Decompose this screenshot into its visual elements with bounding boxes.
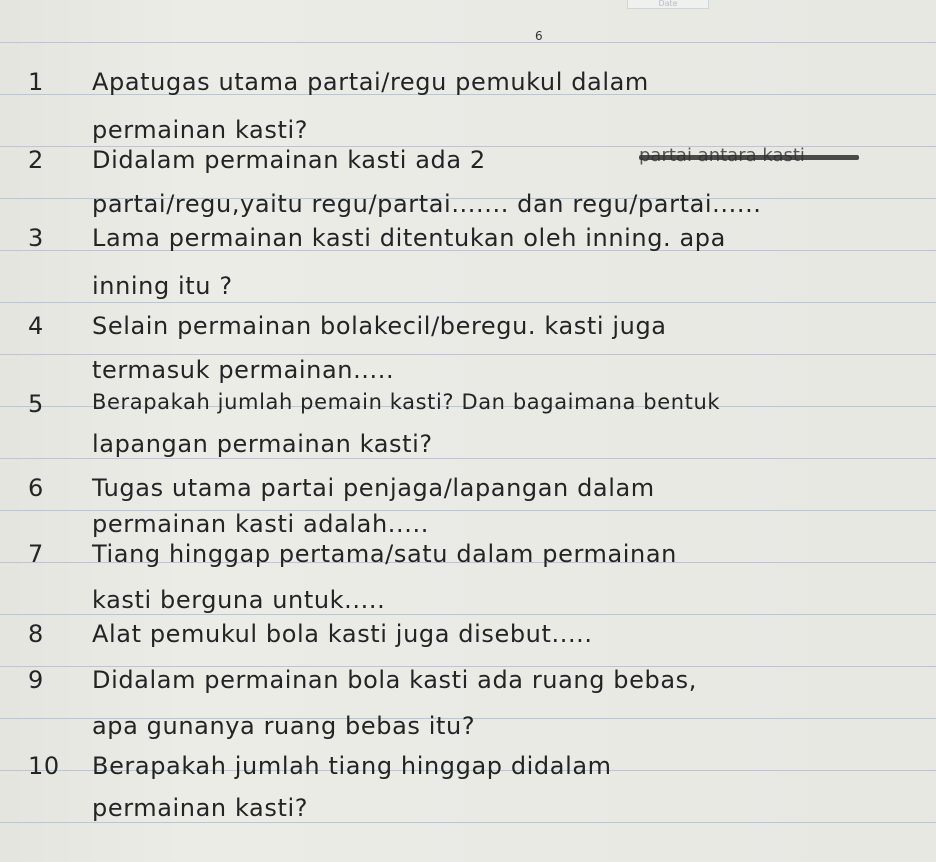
question-text: Lama permainan kasti ditentukan oleh inning. apa [92, 224, 726, 252]
question-text: Berapakah jumlah pemain kasti? Dan bagaimana bentuk [92, 390, 721, 414]
question-number: 4 [28, 312, 44, 340]
question-text: Apatugas utama partai/regu pemukul dalam [92, 68, 649, 96]
question-text: Didalam permainan kasti ada 2 [92, 146, 486, 174]
date-header-box: Date [627, 0, 709, 9]
ruled-line [0, 822, 936, 823]
question-number: 10 [28, 752, 60, 780]
question-number: 3 [28, 224, 44, 252]
question-text: Alat pemukul bola kasti juga disebut..... [92, 620, 593, 648]
question-text: Didalam permainan bola kasti ada ruang bebas, [92, 666, 697, 694]
question-text: partai/regu,yaitu regu/partai....... dan regu/partai...... [92, 190, 762, 218]
question-text: Berapakah jumlah tiang hinggap didalam [92, 752, 612, 780]
question-text: kasti berguna untuk..... [92, 586, 386, 614]
page-number: 6 [535, 29, 543, 43]
question-number: 2 [28, 146, 44, 174]
ruled-line [0, 458, 936, 459]
ruled-line [0, 302, 936, 303]
question-number: 5 [28, 390, 44, 418]
question-number: 1 [28, 68, 44, 96]
question-text: Tugas utama partai penjaga/lapangan dalam [92, 474, 655, 502]
question-text: permainan kasti adalah..... [92, 510, 429, 538]
question-text: inning itu ? [92, 272, 233, 300]
strike-through [639, 155, 859, 160]
question-text: Selain permainan bolakecil/beregu. kasti juga [92, 312, 667, 340]
crossed-out-text [639, 145, 859, 167]
ruled-line [0, 42, 936, 43]
question-number: 8 [28, 620, 44, 648]
question-text: Tiang hinggap pertama/satu dalam permainan [92, 540, 677, 568]
ruled-line [0, 614, 936, 615]
question-text: termasuk permainan..... [92, 356, 395, 384]
question-text: apa gunanya ruang bebas itu? [92, 712, 476, 740]
ruled-line [0, 354, 936, 355]
question-text: lapangan permainan kasti? [92, 430, 433, 458]
question-text: permainan kasti? [92, 794, 309, 822]
question-text: permainan kasti? [92, 116, 309, 144]
question-number: 7 [28, 540, 44, 568]
question-number: 9 [28, 666, 44, 694]
question-number: 6 [28, 474, 44, 502]
